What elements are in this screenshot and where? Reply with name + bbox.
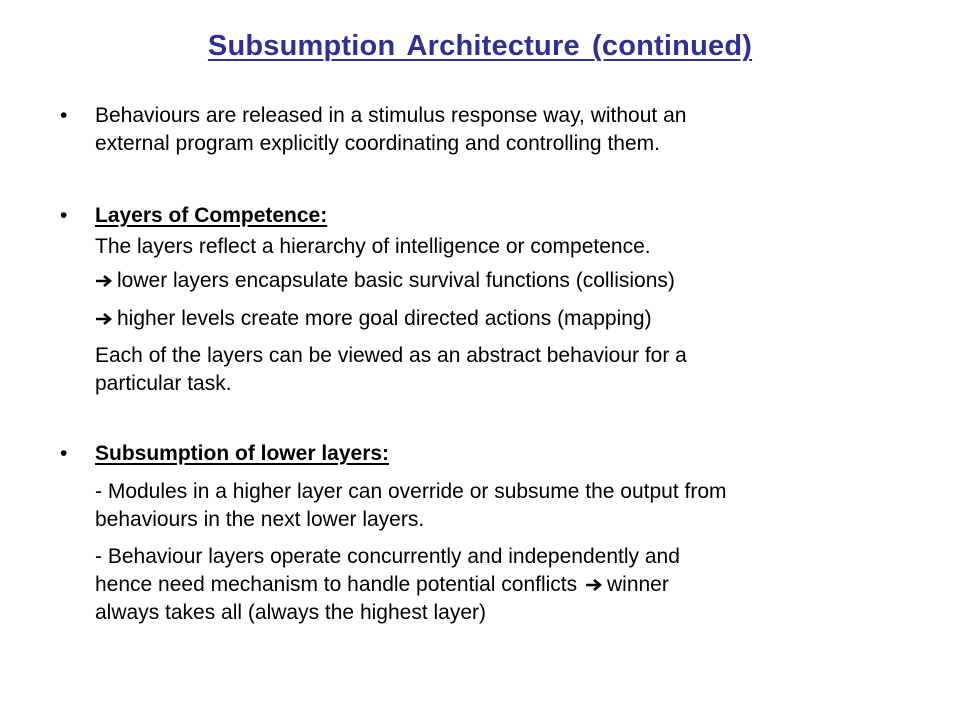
subsumption-body-line-3: - Behaviour layers operate concurrently and independently and <box>95 545 680 568</box>
subsumption-body-line-2: behaviours in the next lower layers. <box>95 508 425 531</box>
layers-of-competence-heading: Layers of Competence: <box>95 204 328 227</box>
layers-body-line-4: Each of the layers can be viewed as an abstract behaviour for a <box>95 344 687 367</box>
subsumption-body-line-5: always takes all (always the highest layer) <box>95 601 487 624</box>
layers-body-line-3-text: higher levels create more goal directed actions (mapping) <box>117 307 652 330</box>
right-arrow-icon <box>585 571 607 599</box>
right-arrow-icon <box>95 267 117 295</box>
subsumption-body-line-4-text: hence need mechanism to handle potential conflicts <box>95 573 578 596</box>
bullet-marker: • <box>60 204 68 227</box>
bullet-marker: • <box>60 442 68 465</box>
subsumption-body-line-4 <box>95 571 669 599</box>
bullet-1-line-2: external program explicitly coordinating and controlling them. <box>95 132 660 155</box>
subsumption-body-line-1: - Modules in a higher layer can override or subsume the output from <box>95 480 727 503</box>
bullet-1-line-1: Behaviours are released in a stimulus response way, without an <box>95 104 687 127</box>
slide-title: Subsumption Architecture (continued) <box>207 30 753 62</box>
layers-body-line-5: particular task. <box>95 372 232 395</box>
right-arrow-icon <box>95 305 117 333</box>
layers-body-line-2 <box>95 267 675 295</box>
layers-body-line-3 <box>95 305 652 333</box>
subsumption-heading: Subsumption of lower layers: <box>95 442 390 465</box>
layers-body-line-2-text: lower layers encapsulate basic survival functions (collisions) <box>117 269 675 292</box>
layers-body-line-1: The layers reflect a hierarchy of intelligence or competence. <box>95 235 651 258</box>
subsumption-body-line-4-tail: winner <box>606 573 669 596</box>
bullet-marker: • <box>60 104 68 127</box>
